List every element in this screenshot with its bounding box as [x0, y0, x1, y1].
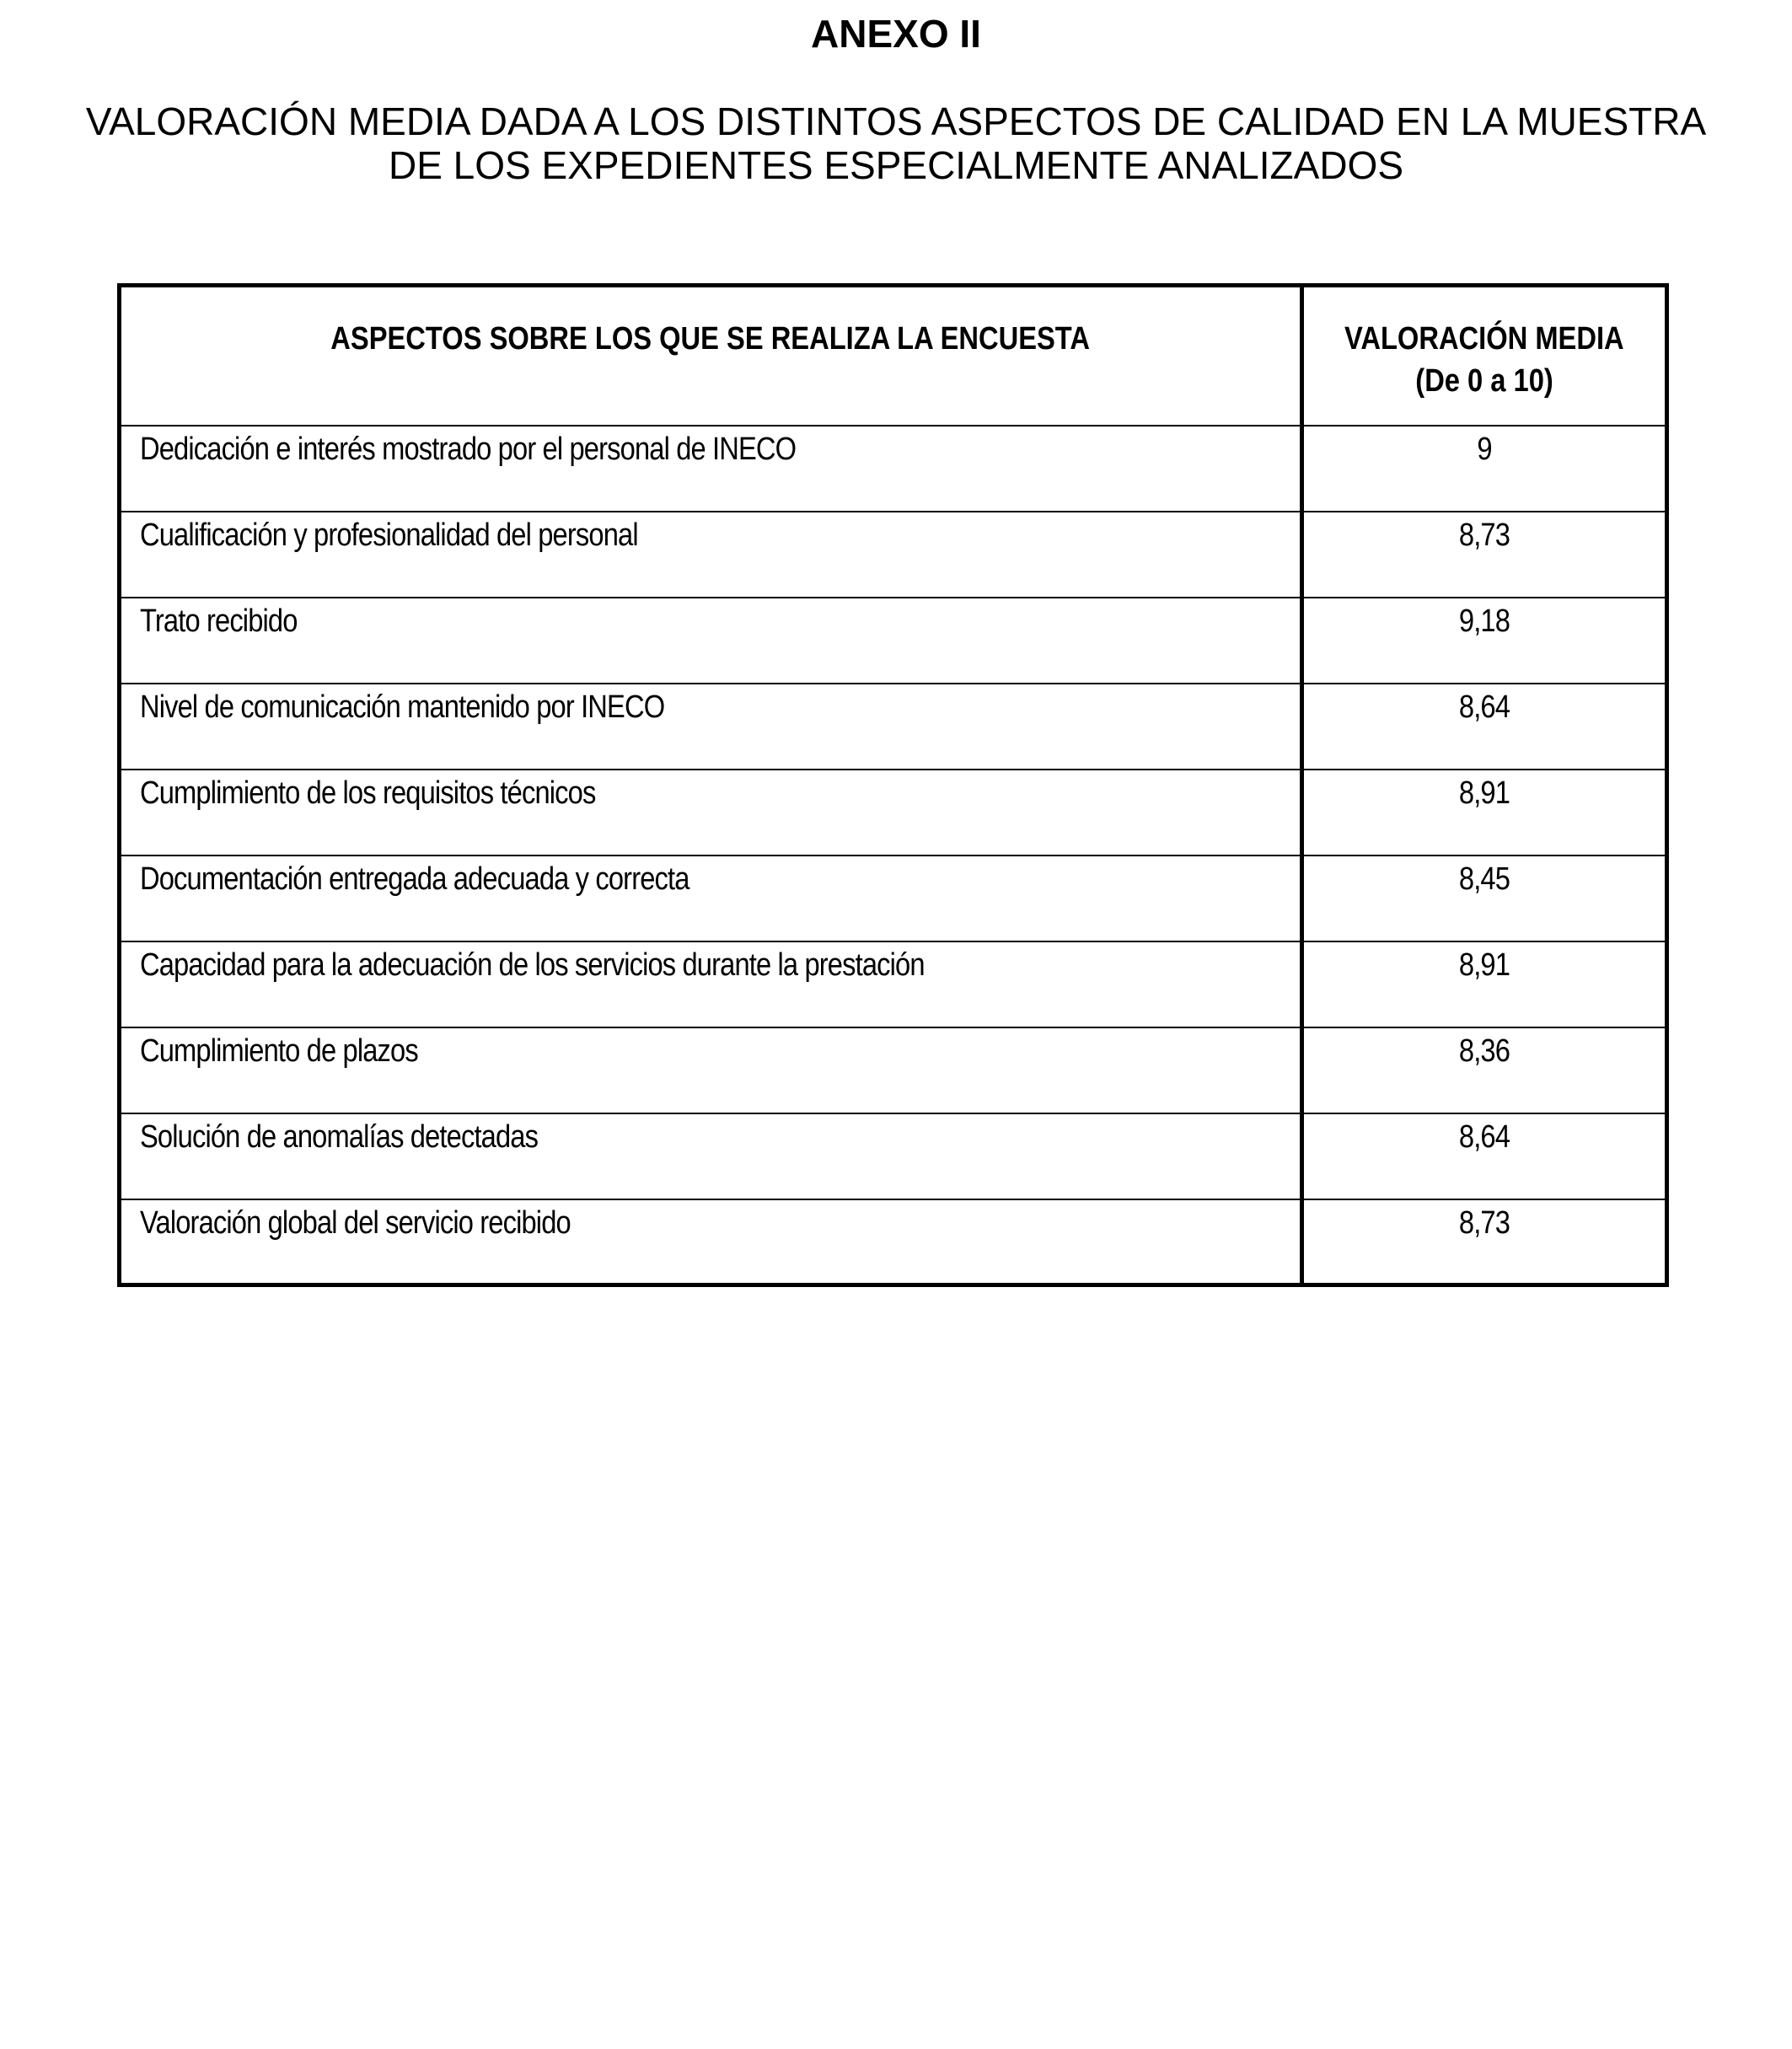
- aspect-cell: [120, 1199, 1302, 1285]
- rating-value: 8,73: [1458, 1204, 1510, 1241]
- aspect-text: Cumplimiento de los requisitos técnicos: [140, 775, 596, 811]
- table-row: [120, 684, 1667, 770]
- table-row: [120, 426, 1667, 512]
- header-average-rating: [1302, 286, 1667, 426]
- rating-cell: [1302, 770, 1667, 856]
- aspect-cell: [120, 1027, 1302, 1113]
- rating-value: 8,91: [1458, 947, 1510, 983]
- rating-cell: [1302, 856, 1667, 941]
- rating-value: 8,91: [1458, 775, 1510, 811]
- rating-value: 8,64: [1458, 1118, 1510, 1155]
- aspect-cell: [120, 512, 1302, 598]
- rating-cell: [1302, 1199, 1667, 1285]
- aspect-text: Capacidad para la adecuación de los servicios durante la prestación: [140, 947, 925, 983]
- ratings-table: [117, 283, 1669, 1287]
- header-average-rating-line-1: VALORACIÓN MEDIA: [1344, 321, 1624, 357]
- table-row: [120, 1027, 1667, 1113]
- rating-cell: [1302, 598, 1667, 684]
- rating-value: 8,73: [1458, 517, 1510, 553]
- aspect-text: Nivel de comunicación mantenido por INECO: [140, 689, 665, 725]
- header-average-rating-line-2: (De 0 a 10): [1415, 363, 1553, 399]
- rating-cell: [1302, 1113, 1667, 1199]
- aspect-cell: [120, 856, 1302, 941]
- aspect-cell: [120, 598, 1302, 684]
- table-row: [120, 598, 1667, 684]
- table-row: [120, 770, 1667, 856]
- aspect-cell: [120, 941, 1302, 1027]
- rating-cell: [1302, 426, 1667, 512]
- table-row: [120, 1199, 1667, 1285]
- aspect-text: Documentación entregada adecuada y correcta: [140, 861, 689, 897]
- document-title: [0, 99, 1792, 187]
- header-aspects-label: ASPECTOS SOBRE LOS QUE SE REALIZA LA ENCUESTA: [330, 321, 1091, 357]
- aspect-cell: [120, 684, 1302, 770]
- document-title-line-2: DE LOS EXPEDIENTES ESPECIALMENTE ANALIZADOS: [388, 143, 1404, 187]
- aspect-cell: [120, 770, 1302, 856]
- ratings-table-container: [117, 283, 1665, 1287]
- table-row: [120, 856, 1667, 941]
- rating-value: 8,64: [1458, 689, 1510, 725]
- rating-cell: [1302, 512, 1667, 598]
- rating-value: 9,18: [1458, 603, 1510, 639]
- aspect-cell: [120, 1113, 1302, 1199]
- document-title-line-1: VALORACIÓN MEDIA DADA A LOS DISTINTOS ASPECTOS DE CALIDAD EN LA MUESTRA: [85, 99, 1707, 143]
- aspect-cell: [120, 426, 1302, 512]
- rating-value: 8,45: [1458, 861, 1510, 897]
- table-header-row: [120, 286, 1667, 426]
- header-aspects: [120, 286, 1302, 426]
- rating-cell: [1302, 684, 1667, 770]
- aspect-text: Dedicación e interés mostrado por el personal de INECO: [140, 431, 797, 467]
- table-row: [120, 1113, 1667, 1199]
- rating-value: 8,36: [1458, 1033, 1510, 1069]
- rating-value: 9: [1477, 431, 1492, 467]
- table-row: [120, 941, 1667, 1027]
- table-row: [120, 512, 1667, 598]
- aspect-text: Valoración global del servicio recibido: [140, 1204, 571, 1241]
- rating-cell: [1302, 941, 1667, 1027]
- annex-title: ANEXO II: [811, 12, 981, 56]
- aspect-text: Cualificación y profesionalidad del personal: [140, 517, 638, 553]
- aspect-text: Trato recibido: [140, 603, 298, 639]
- aspect-text: Cumplimiento de plazos: [140, 1033, 418, 1069]
- rating-cell: [1302, 1027, 1667, 1113]
- aspect-text: Solución de anomalías detectadas: [140, 1118, 539, 1155]
